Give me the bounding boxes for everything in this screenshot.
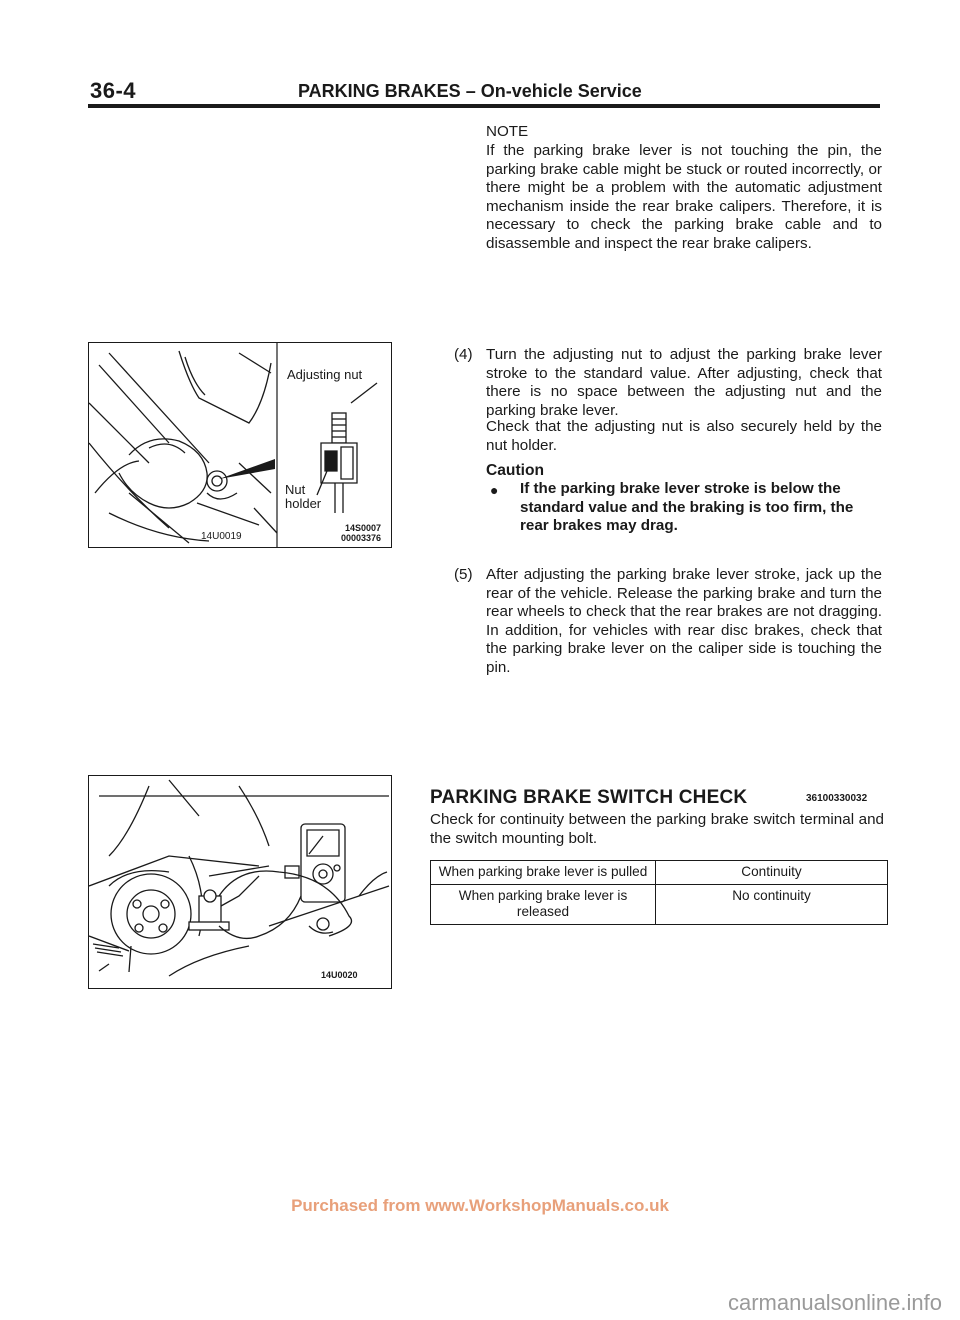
switch-check-text: Check for continuity between the parking brake switch terminal and the switch mounting bolt. — [430, 811, 884, 847]
caution-bullet: ● — [490, 482, 499, 498]
step-5-number: (5) — [454, 566, 473, 583]
table-cell-result: Continuity — [656, 861, 888, 885]
label-adjusting-nut: Adjusting nut — [287, 367, 363, 382]
page-title — [298, 81, 642, 102]
step-5-text: After adjusting the parking brake lever stroke, jack up the rear of the vehicle. Release the parking brake and turn the rear wheels to check that the rear brakes are not dragging. In addition, for vehicles with rear disc brakes, check that the parking brake lever on the caliper side is touching the pin. — [486, 566, 882, 676]
watermark: carmanualsonline.info — [727, 1290, 942, 1315]
figure-code: 14U0020 — [321, 970, 358, 980]
figure-adjusting-nut — [88, 342, 392, 548]
caution-label: Caution — [486, 462, 545, 479]
figure-code-right-line1: 14S0007 — [345, 523, 382, 533]
label-nut-holder-line2: holder — [285, 496, 322, 511]
continuity-table — [430, 860, 888, 925]
label-nut-holder-line1: Nut — [285, 482, 306, 497]
table-row — [431, 885, 888, 925]
step-4-number: (4) — [454, 346, 473, 363]
step-4-text: Turn the adjusting nut to adjust the parking brake lever stroke to the standard value. After adjusting, check that there is no space between the adjusting nut and the parking brake lever. — [486, 346, 882, 419]
table-cell-condition: When parking brake lever is released — [431, 885, 656, 925]
purchase-footer: Purchased from www.WorkshopManuals.co.uk — [291, 1196, 669, 1215]
figure-code-right-line2: 00003376 — [341, 533, 382, 543]
label-nut-holder — [285, 483, 321, 511]
figure-switch-check — [88, 775, 392, 989]
figure-code-right — [341, 523, 381, 543]
note-label: NOTE — [486, 123, 529, 140]
step-4-text-2: Check that the adjusting nut is also securely held by the nut holder. — [486, 418, 882, 454]
table-cell-condition: When parking brake lever is pulled — [431, 861, 656, 885]
caution-text: If the parking brake lever stroke is below the standard value and the braking is too firm, the rear brakes may drag. — [520, 480, 854, 535]
table-cell-result: No continuity — [656, 885, 888, 925]
header-rule — [88, 104, 880, 108]
section-title: PARKING BRAKES — [298, 81, 461, 101]
switch-check-illustration — [89, 776, 391, 988]
section-subtitle: On-vehicle Service — [480, 81, 642, 101]
note-text: If the parking brake lever is not touching the pin, the parking brake cable might be stuck or routed incorrectly, or there might be a problem with the automatic adjustment mechanism inside the rear brake calipers. Therefore, it is necessary to check the parking brake cable and to disassemble and inspect the rear brake calipers. — [486, 142, 882, 252]
switch-check-code: 36100330032 — [806, 793, 868, 804]
title-separator: – — [465, 81, 476, 101]
switch-check-title: PARKING BRAKE SWITCH CHECK — [430, 787, 748, 808]
figure-code-left: 14U0019 — [201, 531, 242, 542]
page-number: 36-4 — [90, 78, 137, 103]
table-row — [431, 861, 888, 885]
